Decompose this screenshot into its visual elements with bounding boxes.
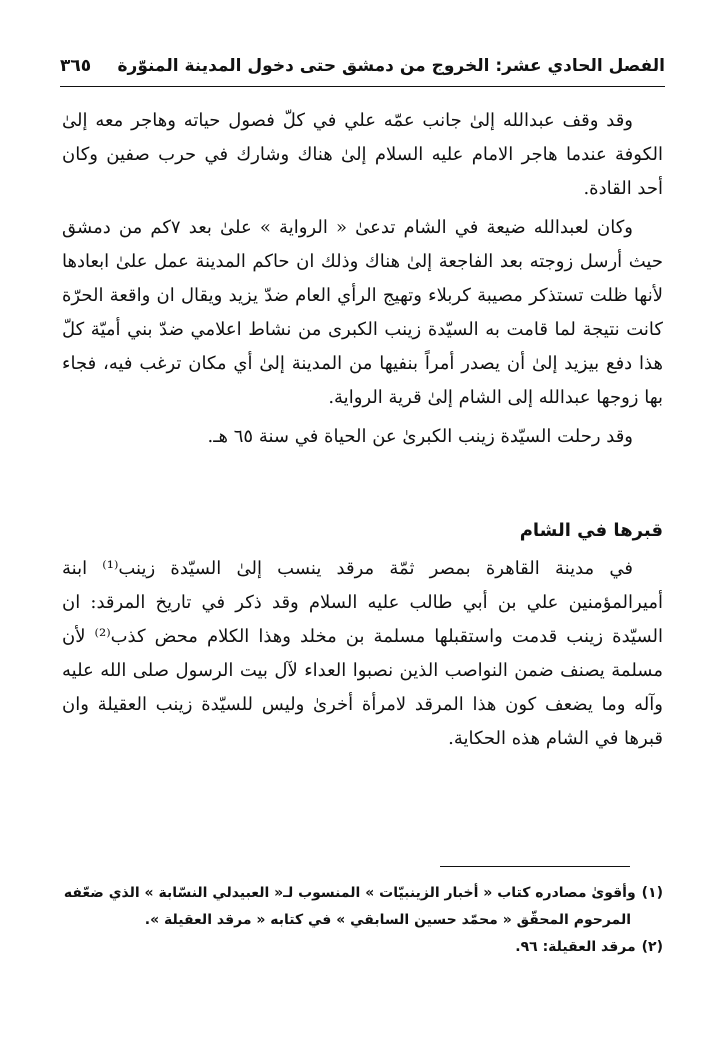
footnotes	[62, 880, 663, 961]
page-number: ٣٦٥	[60, 56, 92, 76]
footnote-divider	[440, 866, 630, 867]
chapter-title: الفصل الحادي عشر: الخروج من دمشق حتى دخول المدينة المنوّرة	[117, 56, 665, 76]
footnote-text: وأقوىٰ مصادره كتاب « أخبار الزينبيّات » المنسوب لـ« العبيدلي النسّابة » الذي ضعّفه	[63, 885, 636, 901]
paragraph: في مدينة القاهرة بمصر ثمّة مرقد ينسب إلىٰ السيّدة زينب⁽¹⁾ ابنة أميرالمؤمنين علي بن أبي طالب عليه السلام وقد ذكر في تاريخ المرقد: ان السيّدة زينب قدمت واستقبلها مسلمة بن مخلد وهذا الكلام محض كذب⁽²⁾ لأن مسلمة يصنف ضمن النواصب الذين نصبوا العداء لآل بيت الرسول صلى الله عليه وآله وما يضعف كون هذا المرقد لامرأة أخرىٰ وليس للسيّدة زينب العقيلة وان قبرها في الشام هذه الحكاية.	[62, 558, 663, 749]
body-text	[62, 104, 663, 761]
footnote-continuation: المرحوم المحقّق « محمّد حسين السابقي » في كتابه « مرقد العقيلة ».	[144, 912, 631, 928]
paragraph: وكان لعبدالله ضيعة في الشام تدعىٰ « الرواية » علىٰ بعد ٧كم من دمشق حيث أرسل زوجته بعد الفاجعة إلىٰ هناك وذلك ان حاكم المدينة عمل علىٰ ابعادها لأنها ظلت تستذكر مصيبة كربلاء وتهيج الرأي العام ضدّ يزيد ويقال ان واقعة الحرّة كانت نتيجة لما قامت به السيّدة زينب الكبرى من نشاط اعلامي ضدّ بني أميّة كلّ هذا دفع بيزيد إلىٰ أن يصدر أمراً بنفيها من المدينة إلىٰ أي مكان ترغب فيه، فجاء بها زوجها عبدالله إلى الشام إلىٰ قرية الرواية.	[62, 217, 663, 408]
footnote-text: مرقد العقيلة: ٩٦.	[515, 939, 636, 955]
footnote-number: (٢)	[641, 939, 663, 955]
footnote	[62, 934, 663, 961]
paragraph: وقد رحلت السيّدة زينب الكبرىٰ عن الحياة في سنة ٦٥ هـ.	[207, 426, 633, 447]
footnote-number: (١)	[641, 885, 663, 901]
section-heading: قبرها في الشام	[519, 520, 663, 541]
footnote	[62, 880, 663, 907]
running-header	[60, 52, 665, 87]
paragraph: وقد وقف عبدالله إلىٰ جانب عمّه علي في كلّ فصول حياته وهاجر معه إلىٰ الكوفة عندما هاجر الامام عليه السلام إلىٰ هناك وشارك في حرب صفين وكان أحد القادة.	[62, 110, 663, 199]
